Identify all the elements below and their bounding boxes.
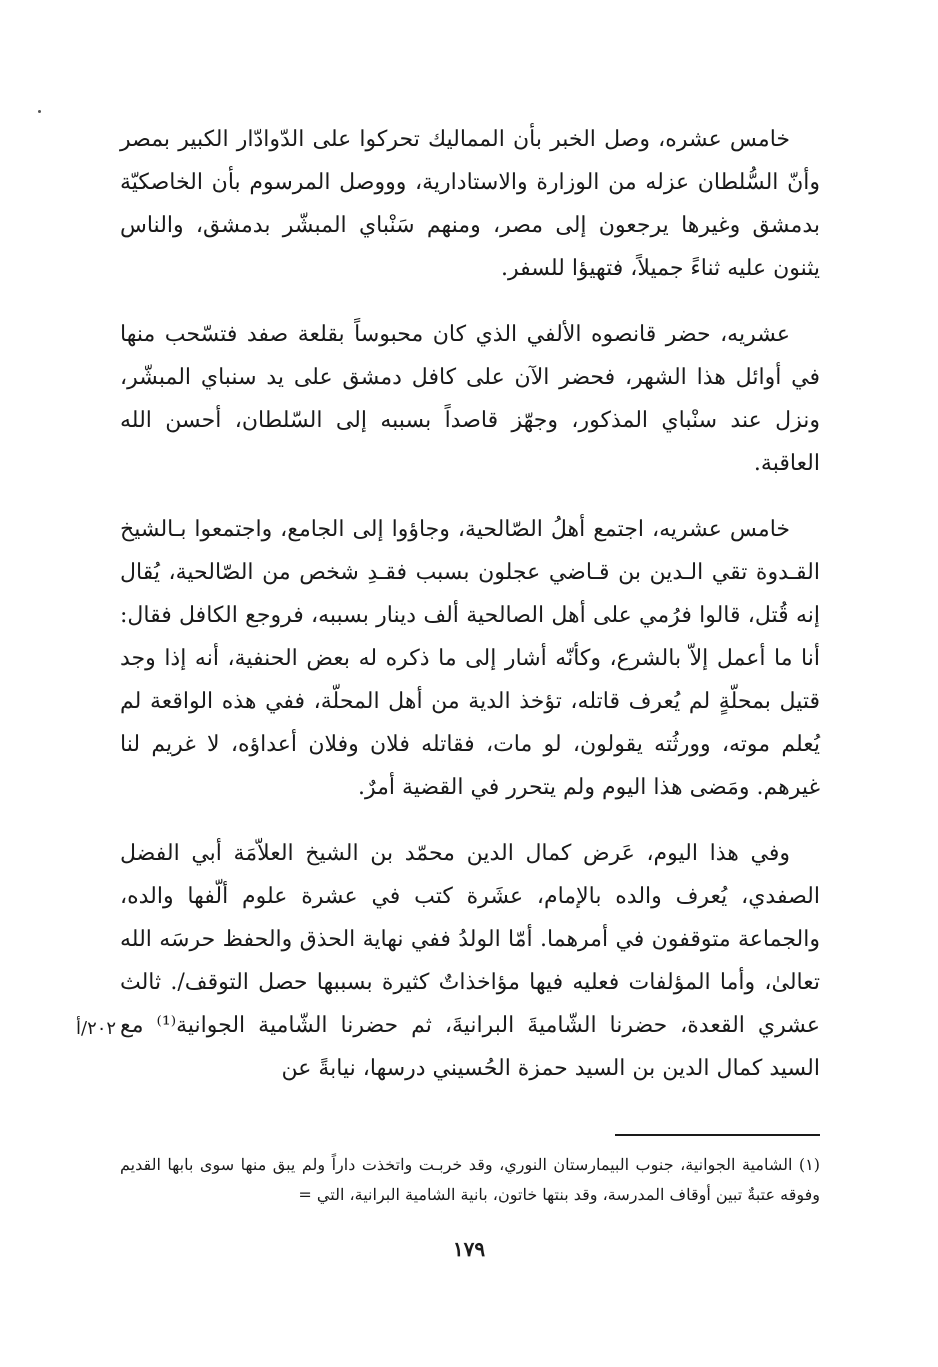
scan-speck	[38, 110, 41, 113]
page-number: ١٧٩	[452, 1237, 486, 1261]
paragraph-2: عشريه، حضر قانصوه الألفي الذي كان محبوساً بقلعة صفد فتسّحب منها في أوائل هذا الشهر، فحضر الآن على كافل دمشق على يد سنباي المبشّر، ونزل عند سنْباي المذكور، وجهّز قاصداً بسببه إلى السّلطان، أحسن الله العاقبة.	[120, 322, 820, 476]
paragraph-4: وفي هذا اليوم، عَرض كمال الدين محمّد بن الشيخ العلاّمَة أبي الفضل الصفدي، يُعرف والده بالإمام، عشَرة كتب في عشرة علوم ألّفها والده، والجماعة متوقفون في أمرهما. أمّا الولدُ ففي نهاية الحذق والحفظ حرسَه الله تعالىٰ، وأما المؤلفات فعليه فيها مؤاخذاتٌ كثيرة بسببها حصل التوقف/. ثالث عشري القعدة، حضرنا الشّاميةَ البرانيةَ، ثم حضرنا الشّامية الجوانية⁽¹⁾ مع السيد كمال الدين بن السيد حمزة الحُسيني درسها، نيابةً عن	[120, 841, 821, 1081]
paragraph-3: خامس عشريه، اجتمع أهلُ الصّالحية، وجاؤوا إلى الجامع، واجتمعوا بـالشيخ القـدوة تقي الـدين بن قـاضي عجلون بسبب فقـدِ شخص من الصّالحية، يُقال إنه قُتل، قالوا فرُمي على أهل الصالحية ألف دينار بسببه، فروجع الكافل فقال: أنا ما أعمل إلاّ بالشرع، وكأنّه أشار إلى ما ذكره له بعض الحنفية، أنه إذا وجد قتيل بمحلّةٍ لم يُعرف قاتله، تؤخذ الدية من أهل المحلّة، ففي هذه الواقعة لم يُعلم موته، وورثُته يقولون، لو مات، فقاتله فلان وفلان أعداؤه، لا غريم لنا غيرهم. ومَضى هذا اليوم ولم يتحرر في القضية أمرٌ.	[120, 517, 820, 800]
paragraph-1: خامس عشره، وصل الخبر بأن المماليك تحركوا على الدّوادّار الكبير بمصر وأنّ السُّلطان عزله من الوزارة والاستادارية، وووصل المرسوم بأن الخاصكيّة بدمشق وغيرها يرجعون إلى مصر، ومنهم سَنْباي المبشّر بدمشق، والناس يثنون عليه ثناءً جميلاً، فتهيؤا للسفر.	[120, 127, 820, 281]
footnote: (١) الشامية الجوانية، جنوب البيمارستان النوري، وقد خربـت واتخذت داراً ولم يبق منها سوى بابها القديم وفوقه عتبةٌ تبين أوقاف المدرسة، وقد بنتها خاتون، بانية الشامية البرانية، التي =	[120, 1155, 820, 1204]
main-text	[120, 118, 820, 1113]
folio-marginal-note: ٢٠٢/أ	[76, 1018, 117, 1039]
footnote-divider	[615, 1134, 820, 1136]
